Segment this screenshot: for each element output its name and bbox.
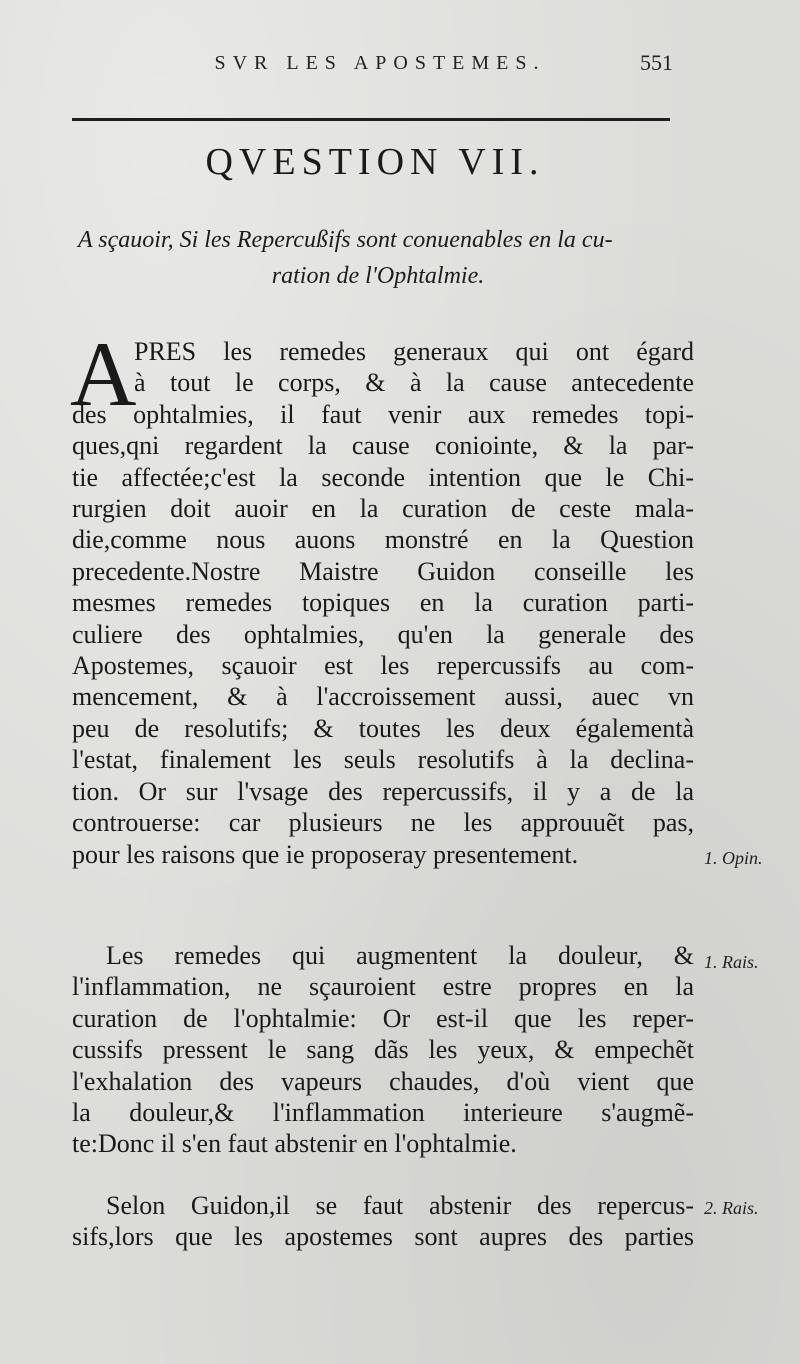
paragraph-2 <box>72 940 694 1160</box>
text-line: Les remedes qui augmentent la douleur, & <box>106 941 694 970</box>
drop-cap: A <box>70 323 137 425</box>
text-line: l'exhalation des vapeurs chaudes, d'où vient que <box>72 1066 694 1096</box>
text-line: mesmes remedes topiques en la curation parti- <box>72 588 694 618</box>
header-rule <box>72 118 670 121</box>
text-line: Selon Guidon,il se faut abstenir des repercus- <box>106 1191 694 1220</box>
text-line: ques,qni regardent la cause coniointe, & la par- <box>72 431 694 461</box>
text-line: cussifs pressent le sang dãs les yeux, & empechẽt <box>72 1035 694 1065</box>
text-line: PRES les remedes generaux qui ont égard <box>134 337 694 366</box>
text-line: tie affectée;c'est la seconde intention que le Chi- <box>72 462 694 492</box>
text-line: tion. Or sur l'vsage des repercussifs, il y a de la <box>72 776 694 806</box>
text-line: controuerse: car plusieurs ne les approuuẽt pas, <box>72 808 694 838</box>
text-line: die,comme nous auons monstré en la Question <box>72 525 694 555</box>
text-line: culiere des ophtalmies, qu'en la generale des <box>72 619 694 649</box>
question-title: QVESTION VII. <box>205 141 545 183</box>
subtitle-line-1: A sçauoir, Si les Repercußifs sont conuenables en la cu- <box>78 227 613 253</box>
text-line: te:Donc il s'en faut abstenir en l'ophtalmie. <box>72 1129 517 1159</box>
text-line: l'estat, finalement les seuls resolutifs à la declina- <box>72 745 694 775</box>
text-line: l'inflammation, ne sçauroient estre propres en la <box>72 972 694 1002</box>
paragraph-3 <box>72 1190 694 1253</box>
text-line: curation de l'ophtalmie: Or est-il que les reper- <box>72 1003 694 1033</box>
text-line: mencement, & à l'accroissement aussi, auec vn <box>72 682 694 712</box>
running-title: SVR LES APOSTEMES. <box>214 52 546 74</box>
margin-note-reason-2: 2. Rais. <box>704 1198 759 1218</box>
text-line: precedente.Nostre Maistre Guidon conseille les <box>72 556 694 586</box>
text-line: rurgien doit auoir en la curation de ceste mala- <box>72 494 694 524</box>
text-line: pour les raisons que ie proposeray presentement. <box>72 839 579 869</box>
margin-note-opinion: 1. Opin. <box>704 848 763 868</box>
margin-note-reason-1: 1. Rais. <box>704 952 759 972</box>
text-line: la douleur,& l'inflammation interieure s'augmẽ- <box>72 1098 694 1128</box>
text-line: sifs,lors que les apostemes sont aupres des parties <box>72 1222 694 1252</box>
text-line: Apostemes, sçauoir est les repercussifs au com- <box>72 651 694 681</box>
page-number: 551 <box>640 50 673 75</box>
text-line: à tout le corps, & à la cause antecedente <box>134 368 694 398</box>
paragraph-1 <box>72 336 694 870</box>
text-line: des ophtalmies, il faut venir aux remedes topi- <box>72 399 694 429</box>
subtitle-line-2: ration de l'Ophtalmie. <box>271 263 485 289</box>
question-subtitle <box>78 222 678 294</box>
text-line: peu de resolutifs; & toutes les deux égalementà <box>72 713 694 743</box>
